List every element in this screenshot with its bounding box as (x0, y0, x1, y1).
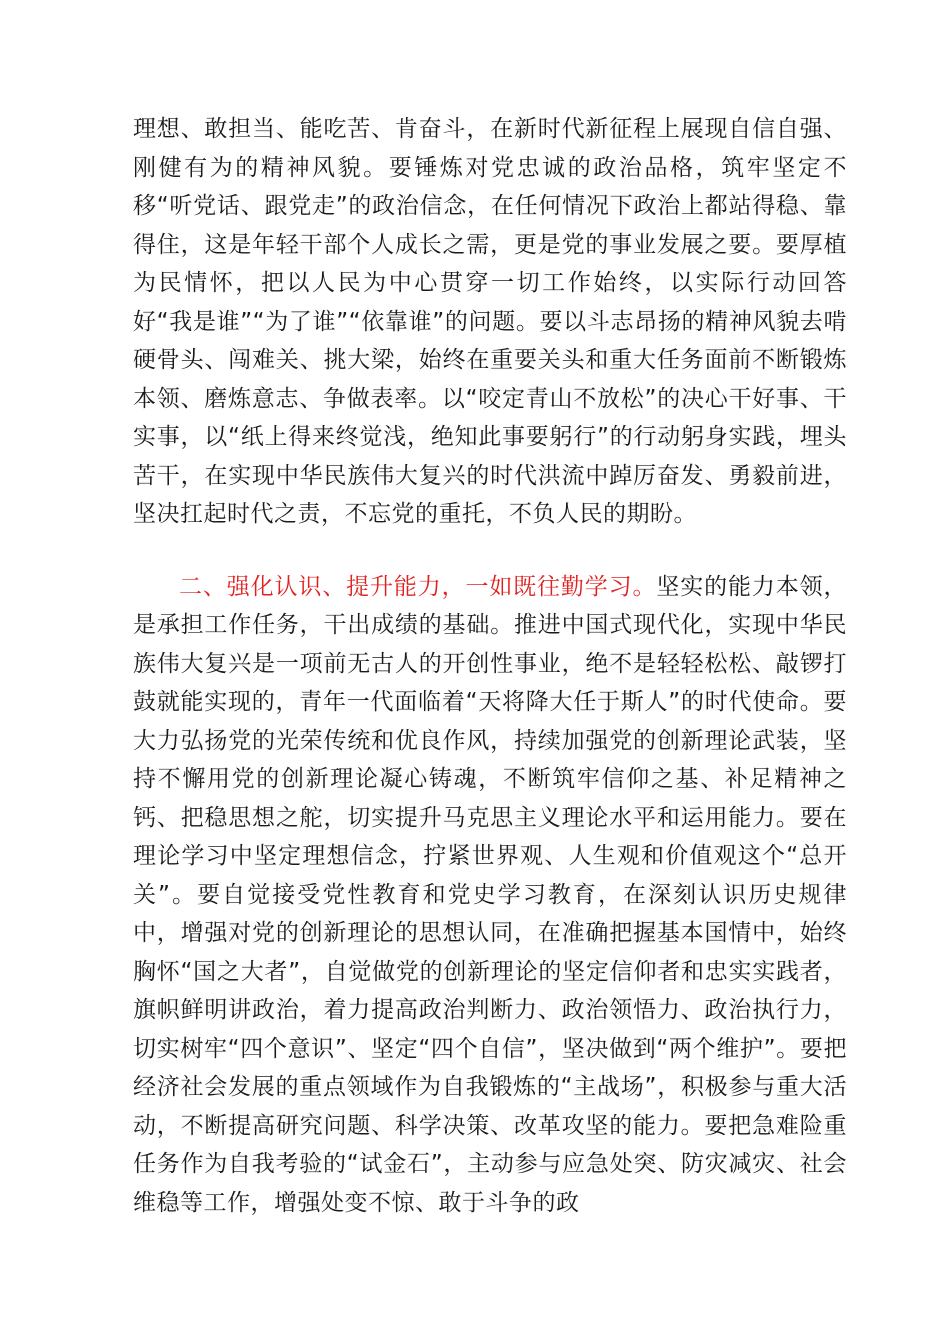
section-heading: 二、强化认识、提升能力，一如既往勤学习。 (179, 573, 657, 600)
document-page (133, 110, 847, 1222)
section-body: 坚实的能力本领，是承担工作任务，干出成绩的基础。推进中国式现代化，实现中华民族伟大复兴是一项前无古人的开创性事业，绝不是轻轻松松、敲锣打鼓就能实现的，青年一代面临着“天将降大任于斯人”的时代使命。要大力弘扬党的光荣传统和优良作风，持续加强党的创新理论武装，坚持不懈用党的创新理论凝心铸魂，不断筑牢信仰之基、补足精神之钙、把稳思想之舵，切实提升马克思主义理论水平和运用能力。要在理论学习中坚定理想信念，拧紧世界观、人生观和价值观这个“总开关”。要自觉接受党性教育和党史学习教育，在深刻认识历史规律中，增强对党的创新理论的思想认同，在准确把握基本国情中，始终胸怀“国之大者”，自觉做党的创新理论的坚定信仰者和忠实实践者，旗帜鲜明讲政治，着力提高政治判断力、政治领悟力、政治执行力，切实树牢“四个意识”、坚定“四个自信”，坚决做到“两个维护”。要把经济社会发展的重点领域作为自我锻炼的“主战场”，积极参与重大活动，不断提高研究问题、科学决策、改革攻坚的能力。要把急难险重任务作为自我考验的“试金石”，主动参与应急处突、防灾减灾、社会维稳等工作，增强处变不惊、敢于斗争的政 (133, 573, 848, 1216)
paragraph-continuation: 理想、敢担当、能吃苦、肯奋斗，在新时代新征程上展现自信自强、刚健有为的精神风貌。要锤炼对党忠诚的政治品格，筑牢坚定不移“听党话、跟党走”的政治信念，在任何情况下政治上都站得稳、靠得住，这是年轻干部个人成长之需，更是党的事业发展之要。要厚植为民情怀，把以人民为中心贯穿一切工作始终，以实际行动回答好“我是谁”“为了谁”“依靠谁”的问题。要以斗志昂扬的精神风貌去啃硬骨头、闯难关、挑大梁，始终在重要关头和重大任务面前不断锻炼本领、磨炼意志、争做表率。以“咬定青山不放松”的决心干好事、干实事，以“纸上得来终觉浅，绝知此事要躬行”的行动躬身实践，埋头苦干，在实现中华民族伟大复兴的时代洪流中踔厉奋发、勇毅前进，坚决扛起时代之责，不忘党的重托，不负人民的期盼。 (133, 116, 847, 527)
section-paragraph (133, 568, 847, 1223)
